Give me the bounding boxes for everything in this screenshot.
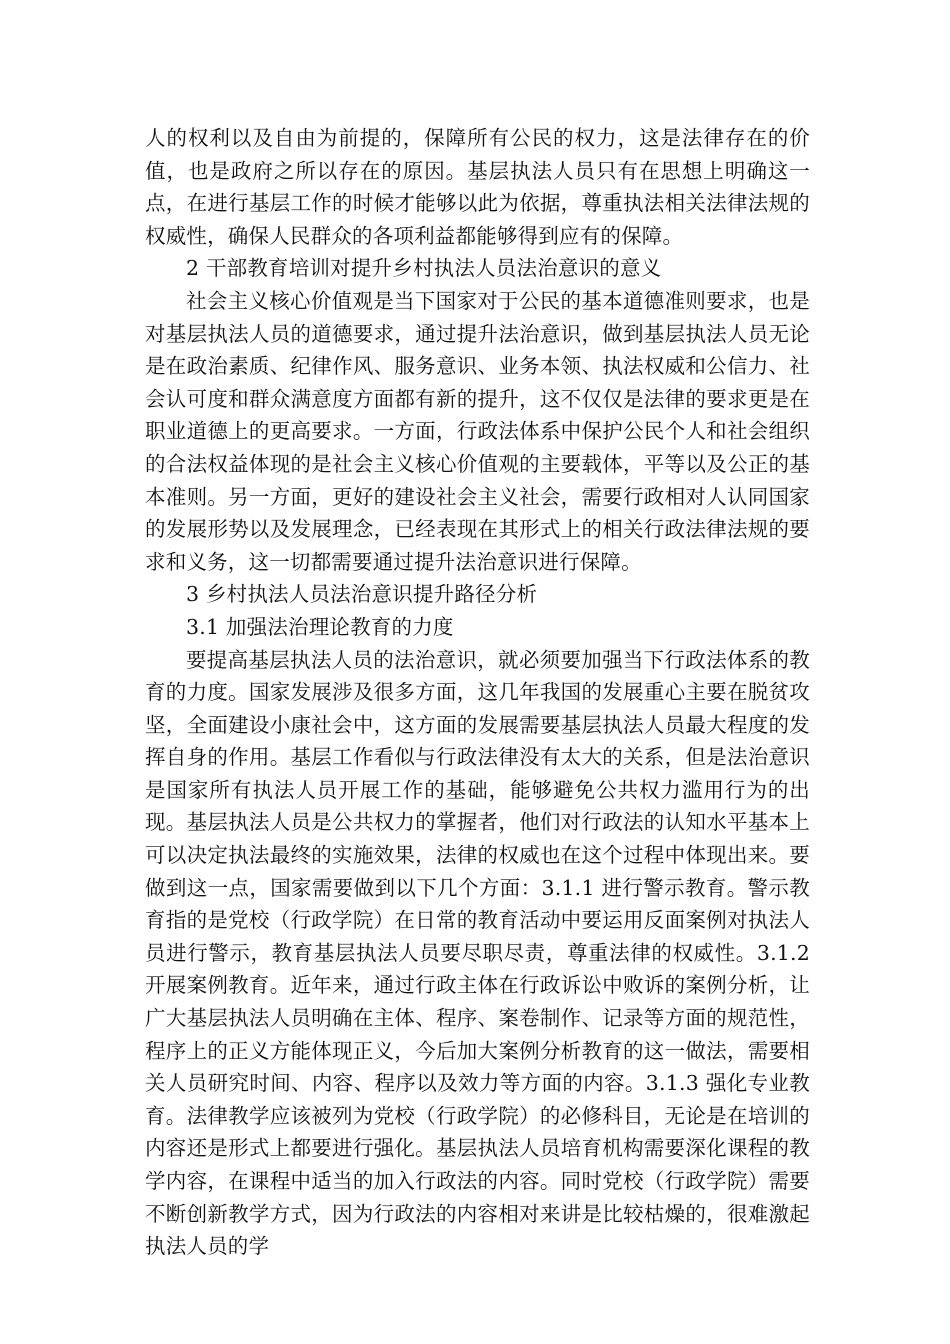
body-paragraph-2: 社会主义核心价值观是当下国家对于公民的基本道德准则要求，也是对基层执法人员的道德要求，通过提升法治意识，做到基层执法人员无论是在政治素质、纪律作风、服务意识、业务本领、执法权威和公信力、社会认可度和群众满意度方面都有新的提升，这不仅仅是法律的要求更是在职业道德上的更高要求。一方面，行政法体系中保护公民个人和社会组织的合法权益体现的是社会主义核心价值观的主要载体，平等以及公正的基本准则。另一方面，更好的建设社会主义社会，需要行政相对人认同国家的发展形势以及发展理念，已经表现在其形式上的相关行政法律法规的要求和义务，这一切都需要通过提升法治意识进行保障。: [145, 288, 810, 574]
section-heading-3: 3 乡村执法人员法治意识提升路径分析: [186, 582, 538, 607]
body-paragraph-3: 要提高基层执法人员的法治意识，就必须要加强当下行政法体系的教育的力度。国家发展涉及很多方面，这几年我国的发展重心主要在脱贫攻坚，全面建设小康社会中，这方面的发展需要基层执法人员最大程度的发挥自身的作用。基层工作看似与行政法律没有太大的关系，但是法治意识是国家所有执法人员开展工作的基础，能够避免公共权力滥用行为的出现。基层执法人员是公共权力的掌握者，他们对行政法的认知水平基本上可以决定执法最终的实施效果，法律的权威也在这个过程中体现出来。要做到这一点，国家需要做到以下几个方面：3.1.1 进行警示教育。警示教育指的是党校（行政学院）在日常的教育活动中要运用反面案例对执法人员进行警示，教育基层执法人员要尽职尽责，尊重法律的权威性。3.1.2 开展案例教育。近年来，通过行政主体在行政诉讼中败诉的案例分析，让广大基层执法人员明确在主体、程序、案卷制作、记录等方面的规范性，程序上的正义方能体现正义，今后加大案例分析教育的这一做法，需要相关人员研究时间、内容、程序以及效力等方面的内容。3.1.3 强化专业教育。法律教学应该被列为党校（行政学院）的必修科目，无论是在培训的内容还是形式上都要进行强化。基层执法人员培育机构需要深化课程的教学内容，在课程中适当的加入行政法的内容。同时党校（行政学院）需要不断创新教学方式，因为行政法的内容相对来讲是比较枯燥的，很难激起执法人员的学: [145, 647, 810, 1259]
section-heading-2: 2 干部教育培训对提升乡村执法人员法治意识的意义: [186, 256, 662, 281]
subsection-heading-3-1: 3.1 加强法治理论教育的力度: [186, 614, 454, 639]
body-paragraph-1: 人的权利以及自由为前提的，保障所有公民的权力，这是法律存在的价值，也是政府之所以存在的原因。基层执法人员只有在思想上明确这一点，在进行基层工作的时候才能够以此为依据，尊重执法相关法律法规的权威性，确保人民群众的各项利益都能够得到应有的保障。: [145, 126, 810, 248]
